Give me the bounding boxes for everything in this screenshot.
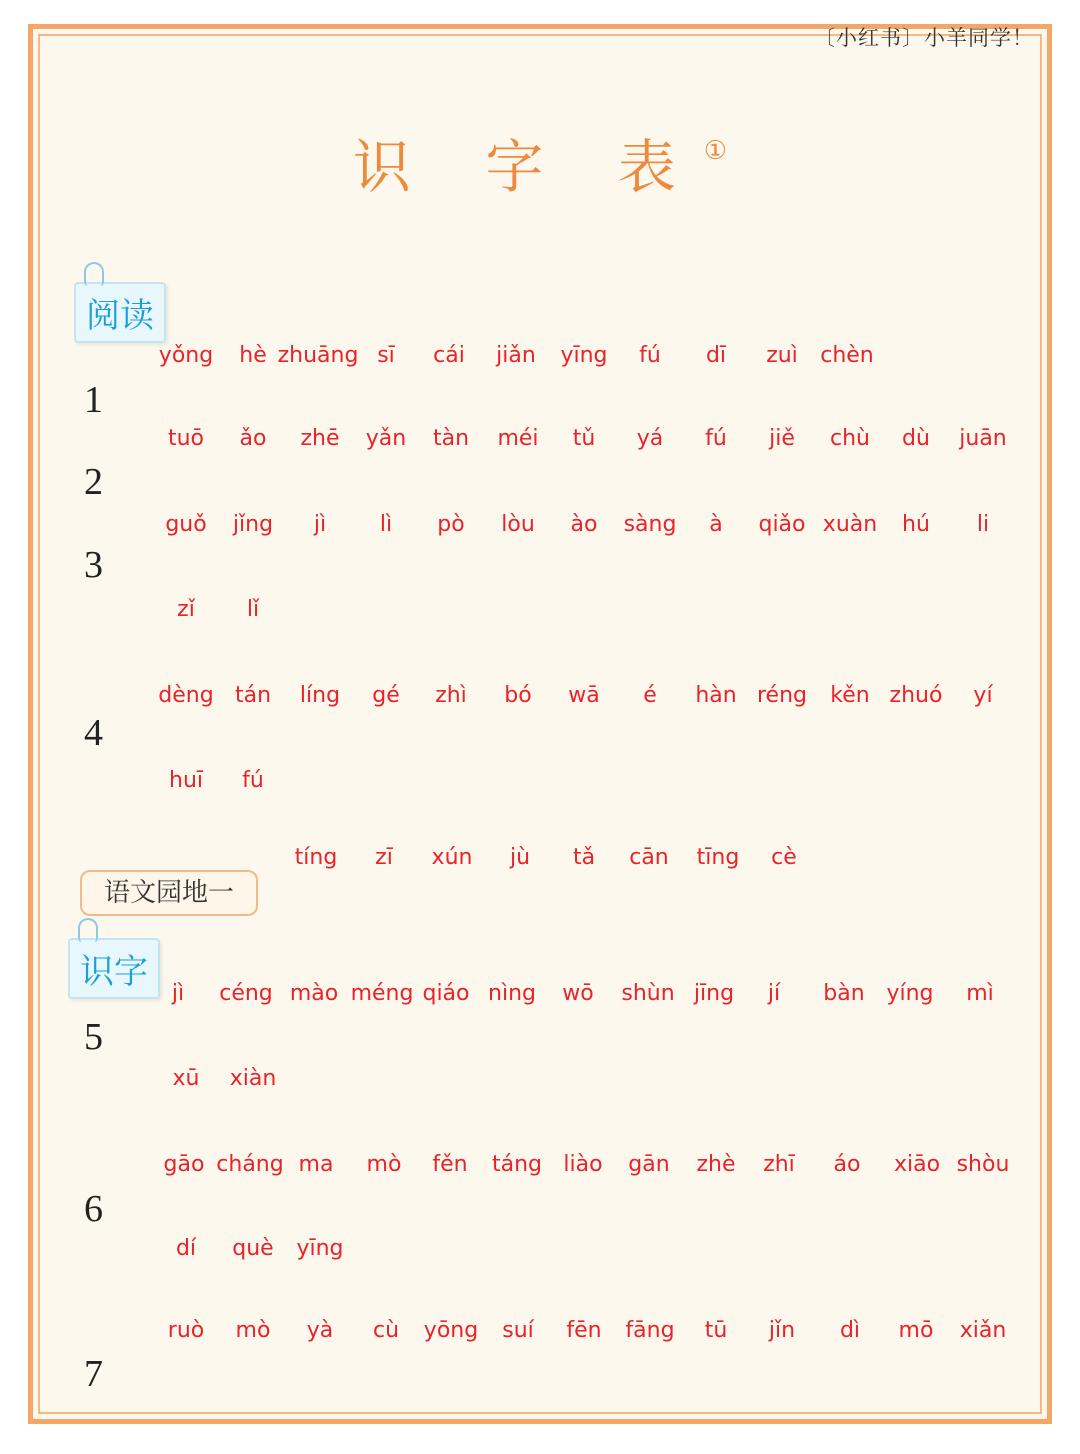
pinyin-syllable: dí: [175, 1236, 197, 1261]
pinyin-syllable: jǐng: [232, 512, 274, 537]
pinyin-syllable: cān: [629, 845, 669, 870]
garden-section-label: 语文园地一: [80, 870, 258, 916]
pinyin-syllable: ǎo: [239, 426, 267, 451]
pinyin-syllable: mò: [366, 1152, 402, 1177]
pinyin-syllable: yīng: [296, 1236, 344, 1261]
lesson-number: 1: [84, 379, 103, 421]
pinyin-syllable: méi: [497, 426, 539, 451]
pinyin-syllable: hè: [239, 343, 267, 368]
pinyin-syllable: áo: [833, 1152, 861, 1177]
pinyin-syllable: fěn: [432, 1152, 468, 1177]
pinyin-syllable: zī: [375, 845, 393, 870]
literacy-tag: [68, 938, 160, 999]
pinyin-syllable: xiāo: [893, 1152, 941, 1177]
pinyin-syllable: yá: [636, 426, 664, 451]
pinyin-syllable: dì: [839, 1318, 861, 1343]
pinyin-syllable: ào: [570, 512, 598, 537]
lesson-number: 4: [84, 712, 103, 754]
pinyin-syllable: é: [643, 683, 657, 708]
pinyin-syllable: dī: [705, 343, 727, 368]
pinyin-syllable: cù: [372, 1318, 400, 1343]
page-title: [0, 120, 1080, 204]
lesson-number: 7: [84, 1353, 103, 1395]
pinyin-syllable: líng: [299, 683, 341, 708]
pinyin-syllable: li: [976, 512, 990, 537]
pinyin-syllable: cháng: [216, 1152, 284, 1177]
pinyin-syllable: fāng: [625, 1318, 675, 1343]
pinyin-syllable: fú: [242, 768, 264, 793]
pinyin-syllable: lǐ: [246, 597, 260, 622]
pinyin-syllable: jì: [313, 512, 327, 537]
pinyin-syllable: jì: [171, 981, 185, 1006]
pinyin-syllable: dèng: [158, 683, 214, 708]
pinyin-syllable: yōng: [423, 1318, 479, 1343]
pinyin-syllable: ruò: [167, 1318, 205, 1343]
pinyin-syllable: nìng: [488, 981, 536, 1006]
pinyin-syllable: cè: [771, 845, 797, 870]
pinyin-syllable: méng: [350, 981, 414, 1006]
pinyin-syllable: zhuó: [889, 683, 943, 708]
pinyin-syllable: tǎ: [572, 845, 596, 870]
pinyin-syllable: zhē: [300, 426, 340, 451]
pinyin-syllable: juān: [959, 426, 1007, 451]
lesson-number: 3: [84, 544, 103, 586]
reading-tag-label: 阅读: [86, 296, 154, 336]
pinyin-syllable: yí: [973, 683, 993, 708]
lesson-number: 6: [84, 1188, 103, 1230]
title-text: 识 字 表: [352, 133, 704, 201]
pinyin-syllable: xuàn: [822, 512, 878, 537]
pinyin-syllable: jīng: [693, 981, 735, 1006]
pinyin-syllable: fú: [705, 426, 727, 451]
pinyin-syllable: céng: [219, 981, 273, 1006]
pinyin-syllable: pò: [437, 512, 465, 537]
pinyin-syllable: sàng: [623, 512, 677, 537]
pinyin-syllable: yǒng: [158, 343, 214, 368]
pinyin-syllable: lòu: [501, 512, 535, 537]
pinyin-syllable: zhè: [696, 1152, 736, 1177]
pinyin-syllable: zhì: [435, 683, 467, 708]
pinyin-syllable: ma: [298, 1152, 334, 1177]
pinyin-syllable: chèn: [820, 343, 874, 368]
pinyin-syllable: à: [709, 512, 723, 537]
watermark: 〔小红书〕小羊同学！: [814, 26, 1034, 50]
pinyin-syllable: gé: [372, 683, 400, 708]
pinyin-syllable: gāo: [163, 1152, 205, 1177]
pinyin-syllable: jǐn: [768, 1318, 796, 1343]
pinyin-syllable: mì: [966, 981, 994, 1006]
pinyin-syllable: hàn: [695, 683, 737, 708]
pinyin-syllable: shùn: [621, 981, 675, 1006]
pinyin-syllable: xún: [431, 845, 473, 870]
pinyin-syllable: qiáo: [422, 981, 470, 1006]
pinyin-syllable: fēn: [566, 1318, 602, 1343]
page-inner-frame: [38, 34, 1042, 1414]
pinyin-syllable: què: [232, 1236, 274, 1261]
pinyin-syllable: lì: [379, 512, 393, 537]
pinyin-syllable: mò: [235, 1318, 271, 1343]
pinyin-syllable: tǔ: [572, 426, 596, 451]
lesson-number: 5: [84, 1016, 103, 1058]
pinyin-syllable: liào: [563, 1152, 603, 1177]
pinyin-syllable: qiǎo: [758, 512, 806, 537]
pinyin-syllable: zhī: [763, 1152, 795, 1177]
pinyin-syllable: tàn: [432, 426, 470, 451]
pinyin-syllable: zǐ: [177, 597, 195, 622]
pinyin-syllable: xiàn: [229, 1066, 277, 1091]
literacy-tag-label: 识字: [80, 952, 148, 992]
pinyin-syllable: mào: [289, 981, 339, 1006]
pinyin-syllable: mō: [898, 1318, 934, 1343]
pinyin-syllable: jiě: [769, 426, 795, 451]
title-footnote-mark: ①: [703, 135, 728, 166]
pinyin-syllable: yīng: [560, 343, 608, 368]
pinyin-syllable: tū: [704, 1318, 728, 1343]
pinyin-syllable: xiǎn: [959, 1318, 1007, 1343]
pinyin-syllable: gān: [628, 1152, 670, 1177]
clip-icon: [84, 262, 104, 286]
pinyin-syllable: sī: [377, 343, 395, 368]
pinyin-syllable: tīng: [696, 845, 740, 870]
pinyin-syllable: táng: [491, 1152, 543, 1177]
pinyin-syllable: tán: [234, 683, 272, 708]
pinyin-syllable: yǎn: [365, 426, 407, 451]
pinyin-syllable: hú: [902, 512, 930, 537]
pinyin-syllable: guǒ: [165, 512, 207, 537]
pinyin-syllable: zuì: [766, 343, 798, 368]
pinyin-syllable: bàn: [823, 981, 865, 1006]
pinyin-syllable: zhuāng: [277, 343, 359, 368]
pinyin-syllable: chù: [830, 426, 870, 451]
pinyin-syllable: suí: [502, 1318, 534, 1343]
pinyin-syllable: dù: [902, 426, 930, 451]
pinyin-syllable: wā: [568, 683, 600, 708]
pinyin-syllable: kěn: [830, 683, 870, 708]
pinyin-syllable: jù: [509, 845, 531, 870]
pinyin-syllable: jí: [767, 981, 781, 1006]
pinyin-syllable: jiǎn: [496, 343, 536, 368]
pinyin-syllable: yà: [306, 1318, 334, 1343]
pinyin-syllable: wō: [562, 981, 594, 1006]
pinyin-syllable: fú: [639, 343, 661, 368]
pinyin-syllable: réng: [756, 683, 808, 708]
pinyin-syllable: tíng: [294, 845, 338, 870]
pinyin-syllable: cái: [433, 343, 465, 368]
pinyin-syllable: xū: [172, 1066, 200, 1091]
pinyin-syllable: shòu: [956, 1152, 1010, 1177]
pinyin-syllable: huī: [169, 768, 203, 793]
reading-tag: [74, 282, 166, 343]
pinyin-syllable: tuō: [167, 426, 205, 451]
pinyin-syllable: yíng: [886, 981, 934, 1006]
lesson-number: 2: [84, 461, 103, 503]
clip-icon: [78, 918, 98, 942]
pinyin-syllable: bó: [504, 683, 532, 708]
